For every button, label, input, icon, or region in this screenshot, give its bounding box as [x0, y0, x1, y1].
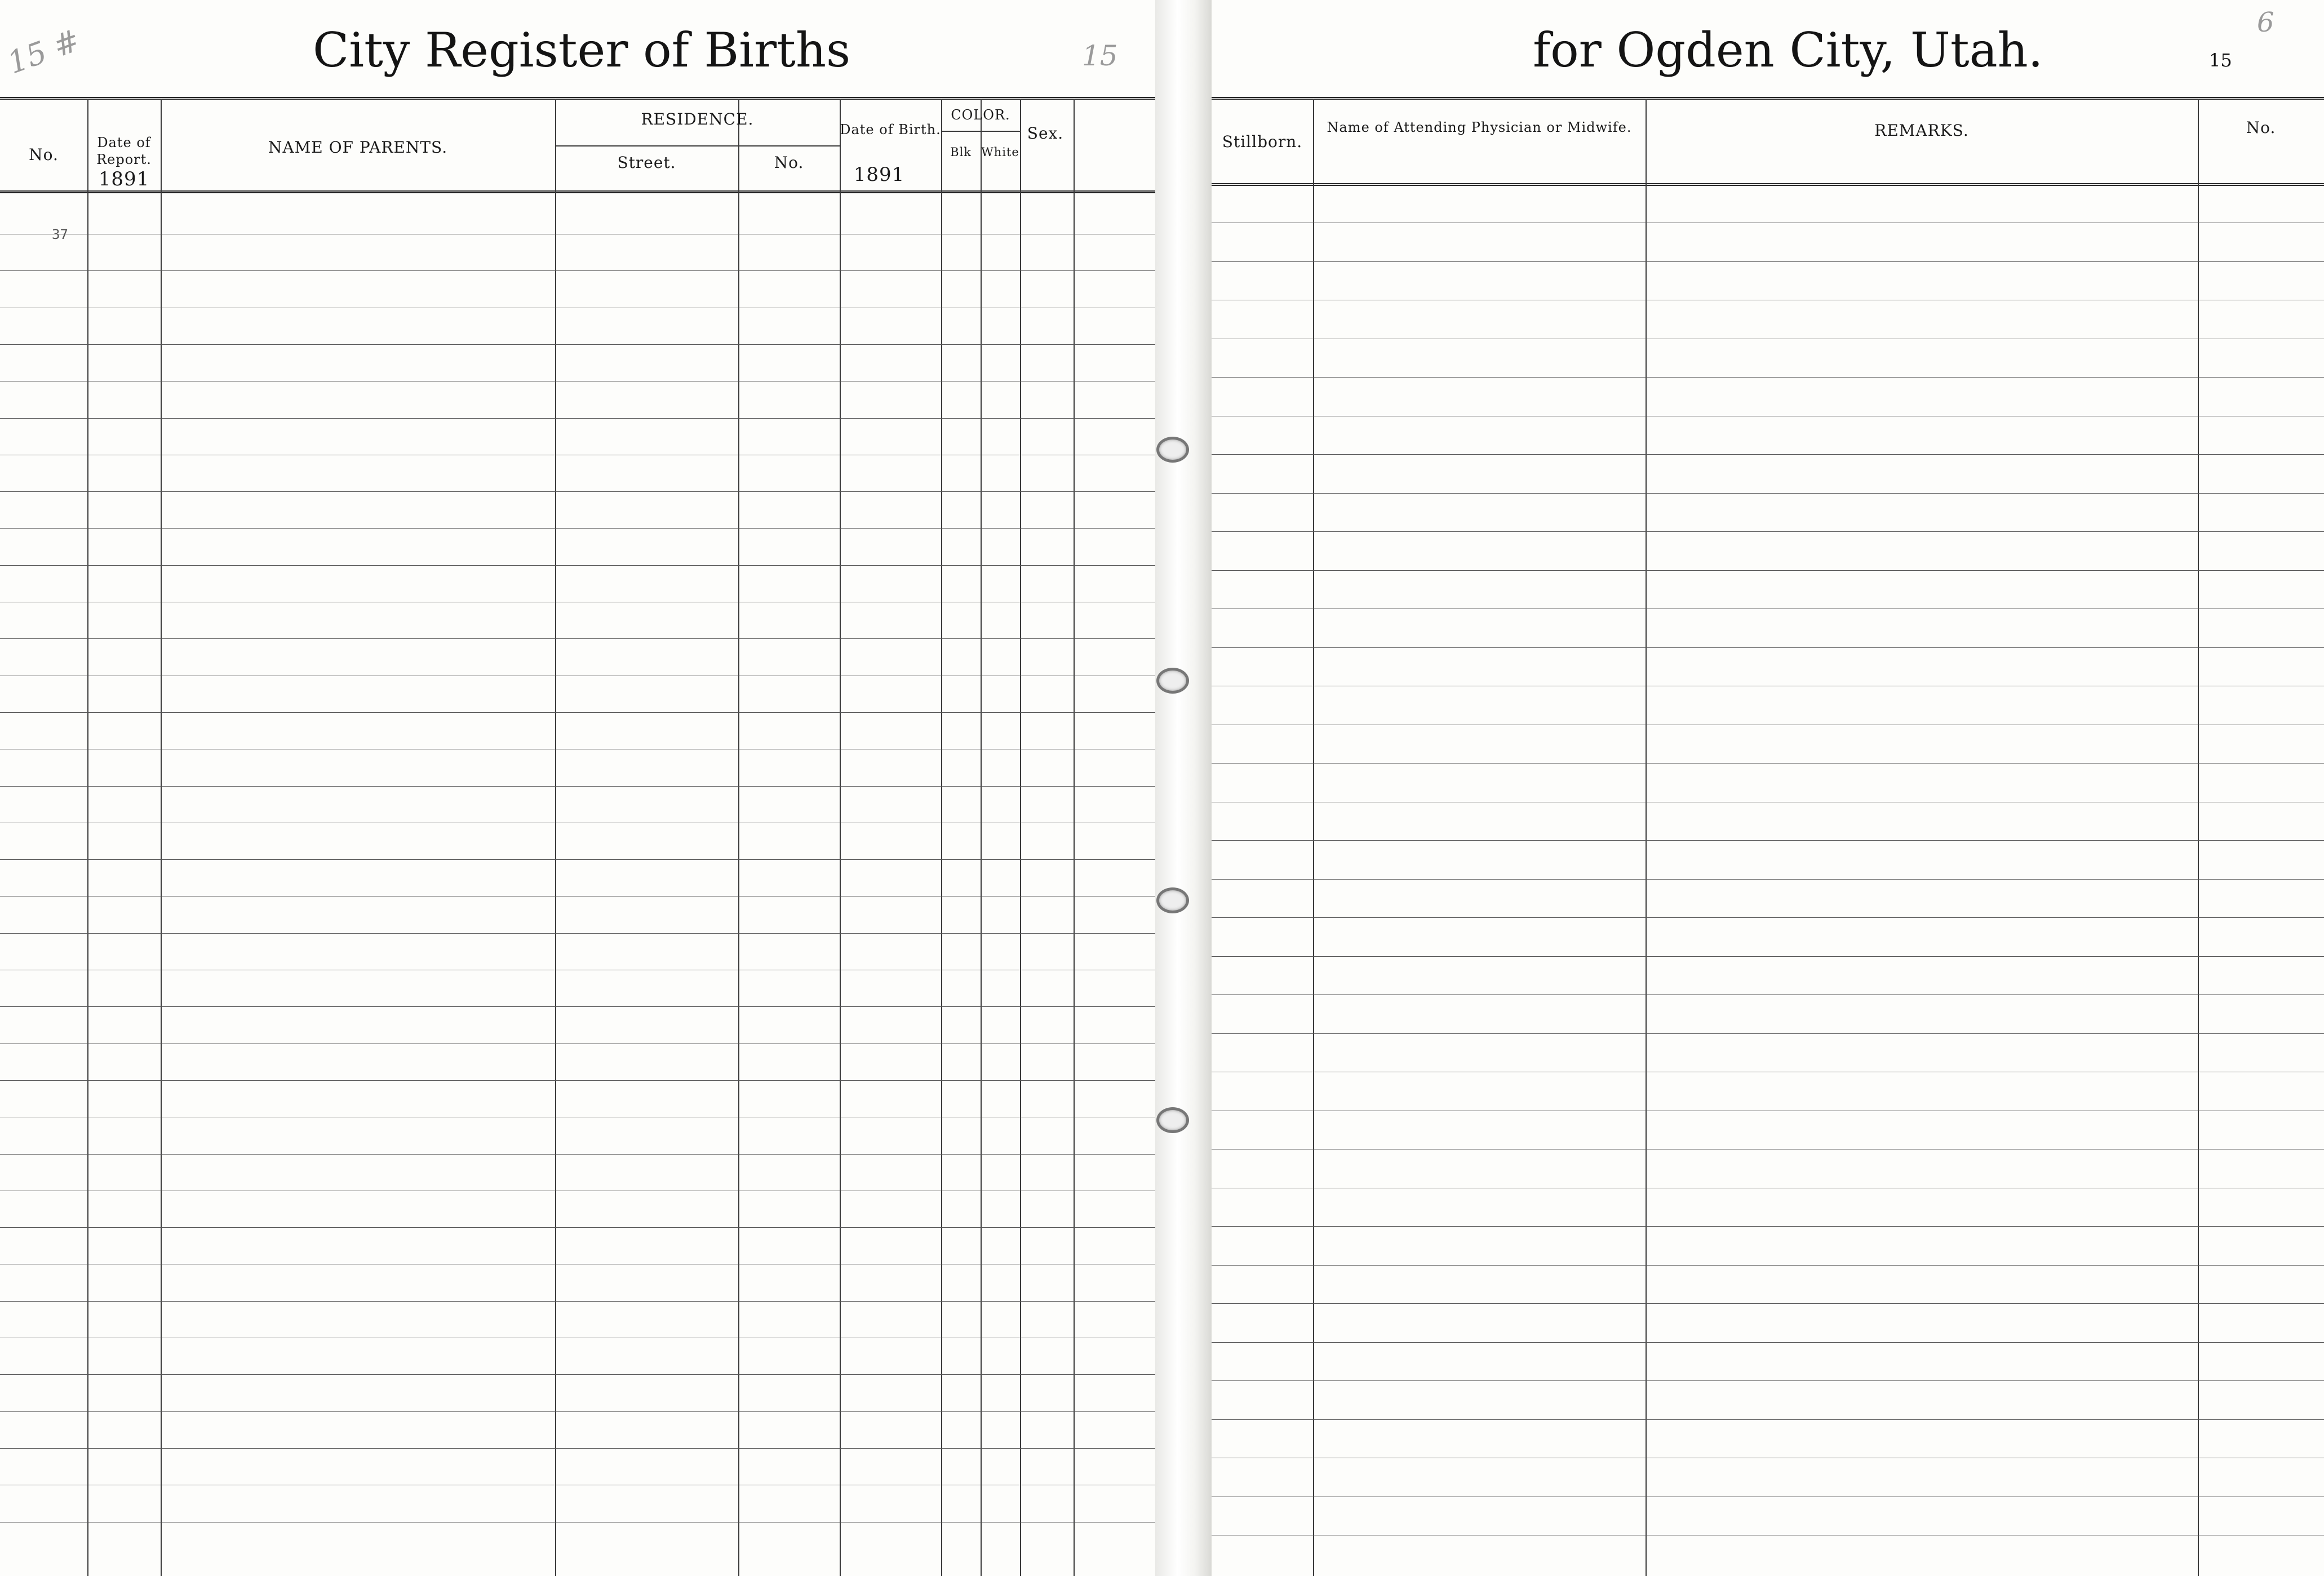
header-bottom-rule-right [1212, 183, 2324, 186]
hdr-physician: Name of Attending Physician or Midwife. [1327, 119, 1632, 135]
row-rule [0, 528, 1155, 529]
row-rule [0, 270, 1155, 271]
register-title: City Register of Births [313, 23, 851, 78]
row-rule [0, 786, 1155, 787]
pencil-middle-mark: 15 [1082, 39, 1118, 72]
binder-ring [1156, 887, 1189, 913]
column-rule [981, 99, 982, 1576]
column-rule [161, 99, 162, 1576]
row-rule [0, 1006, 1155, 1007]
column-rule [941, 99, 942, 1576]
left-page [0, 0, 1155, 1576]
hdr-blk: Blk [950, 145, 972, 159]
row-rule [0, 1227, 1155, 1228]
column-rule [1646, 99, 1647, 1576]
column-rule [87, 99, 88, 1576]
column-rule [1020, 99, 1021, 1576]
right-page [1212, 0, 2324, 1576]
row-rule [1212, 1303, 2324, 1304]
row-rule [0, 1374, 1155, 1375]
residence-subrule [555, 145, 840, 146]
binder-ring [1156, 668, 1189, 694]
row-rule [1212, 956, 2324, 957]
binder-ring [1156, 437, 1189, 463]
extra-note: 37 [52, 227, 68, 242]
page-number: 15 [2209, 50, 2232, 71]
row-rule [1212, 531, 2324, 532]
hdr-street: Street. [617, 153, 676, 172]
hdr-stillborn: Stillborn. [1222, 132, 1303, 151]
header-top-rule-right [1212, 97, 2324, 100]
row-rule [0, 344, 1155, 345]
hdr-res-no: No. [774, 153, 804, 172]
column-rule [555, 99, 556, 1576]
row-rule [0, 712, 1155, 713]
hdr-remarks: REMARKS. [1874, 121, 1969, 140]
column-rule [840, 99, 841, 1576]
hdr-year-report: 1891 [98, 168, 150, 190]
binding-gutter [1155, 0, 1212, 1576]
row-rule [1212, 840, 2324, 841]
row-rule [1212, 454, 2324, 455]
row-rule [0, 1154, 1155, 1155]
row-rule [0, 1301, 1155, 1302]
row-rule [1212, 1265, 2324, 1266]
hdr-residence: RESIDENCE. [641, 110, 754, 128]
hdr-no: No. [29, 145, 59, 164]
row-rule [0, 638, 1155, 639]
hdr-no-right: No. [2246, 118, 2276, 137]
row-rule [1212, 1380, 2324, 1381]
row-rule [1212, 1342, 2324, 1343]
column-rule [1074, 99, 1075, 1576]
header-top-rule [0, 97, 1155, 100]
row-rule [1212, 261, 2324, 262]
register-title-right: for Ogden City, Utah. [1533, 23, 2043, 78]
hdr-date-birth: Date of Birth. [840, 122, 941, 137]
row-rule [0, 1448, 1155, 1449]
row-rule [1212, 570, 2324, 571]
row-rule [1212, 377, 2324, 378]
row-rule [0, 933, 1155, 934]
pencil-corner-mark: 15 # [3, 22, 85, 81]
row-rule [0, 418, 1155, 419]
row-rule [1212, 647, 2324, 648]
row-rule [1212, 1226, 2324, 1227]
pencil-page-mark: 6 [2257, 7, 2274, 38]
column-rule [738, 99, 739, 1576]
row-rule [1212, 879, 2324, 880]
header-bottom-rule [0, 190, 1155, 193]
row-rule [1212, 1033, 2324, 1034]
row-rule [0, 859, 1155, 860]
row-rule [0, 565, 1155, 566]
hdr-sex: Sex. [1027, 124, 1064, 143]
column-rule [2198, 99, 2199, 1576]
hdr-year-birth: 1891 [853, 163, 905, 186]
row-rule [0, 491, 1155, 492]
hdr-date-report: Date of Report. [96, 135, 152, 167]
hdr-color: COLOR. [951, 107, 1010, 123]
row-rule [1212, 917, 2324, 918]
column-rule [1313, 99, 1314, 1576]
row-rule [1212, 1419, 2324, 1420]
hdr-parents: NAME OF PARENTS. [268, 138, 448, 157]
row-rule [0, 1080, 1155, 1081]
binder-ring [1156, 1107, 1189, 1133]
row-rule [0, 1411, 1155, 1412]
row-rule [1212, 493, 2324, 494]
hdr-white: White [981, 145, 1019, 159]
